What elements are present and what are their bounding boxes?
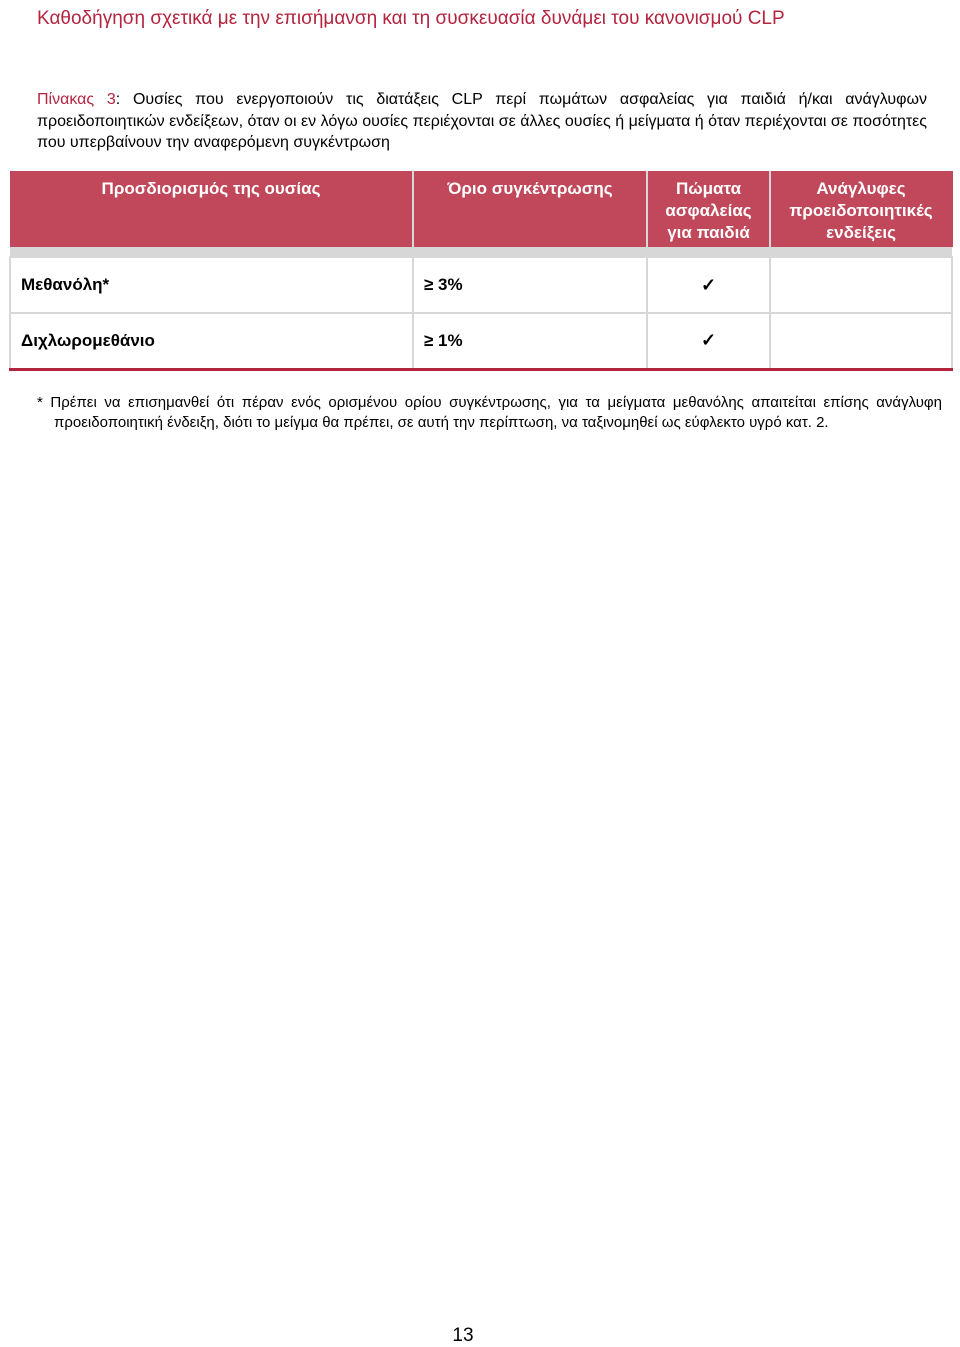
header-concentration-limit: Όριο συγκέντρωσης xyxy=(413,171,647,247)
page-number: 13 xyxy=(452,1325,474,1346)
checkmark-icon: ✓ xyxy=(647,257,770,313)
cell-concentration-limit: ≥ 1% xyxy=(413,313,647,369)
table-caption-text: : Ουσίες που ενεργοποιούν τις διατάξεις CLP περί πωμάτων ασφαλείας για παιδιά ή/και ανάγλυφων προειδοποιητικών ενδείξεων, όταν οι εν λόγω ουσίες περιέχονται σε άλλες ουσίες ή μείγματα ή όταν περιέχονται σε ποσότητες που υπερβαίνουν την αναφερόμενη συγκέντρωση xyxy=(37,91,928,151)
cell-concentration-limit: ≥ 3% xyxy=(413,257,647,313)
table-caption xyxy=(37,89,927,154)
cell-tactile-warning xyxy=(770,313,952,369)
table-row xyxy=(10,257,952,313)
checkmark-icon: ✓ xyxy=(647,313,770,369)
substances-table xyxy=(9,171,953,371)
table-header-row xyxy=(10,171,952,247)
header-child-resistant-closures: Πώματα ασφαλείας για παιδιά xyxy=(647,171,770,247)
header-substance: Προσδιορισμός της ουσίας xyxy=(10,171,413,247)
table-separator xyxy=(10,247,952,257)
footnote: * Πρέπει να επισημανθεί ότι πέραν ενός ορισμένου ορίου συγκέντρωσης, για τα μείγματα μεθανόλης απαιτείται επίσης ανάγλυφη προειδοποιητική ένδειξη, διότι το μείγμα θα πρέπει, σε αυτή την περίπτωση, να ταξινομηθεί ως εύφλεκτο υγρό κατ. 2. xyxy=(37,394,942,431)
cell-substance: Διχλωρομεθάνιο xyxy=(10,313,413,369)
table-label: Πίνακας 3 xyxy=(37,91,116,108)
header-tactile-warnings: Ανάγλυφες προειδοποιητικές ενδείξεις xyxy=(770,171,952,247)
table-row xyxy=(10,313,952,369)
document-header: Καθοδήγηση σχετικά με την επισήμανση και τη συσκευασία δυνάμει του κανονισμού CLP xyxy=(37,8,785,29)
cell-substance: Μεθανόλη* xyxy=(10,257,413,313)
cell-tactile-warning xyxy=(770,257,952,313)
